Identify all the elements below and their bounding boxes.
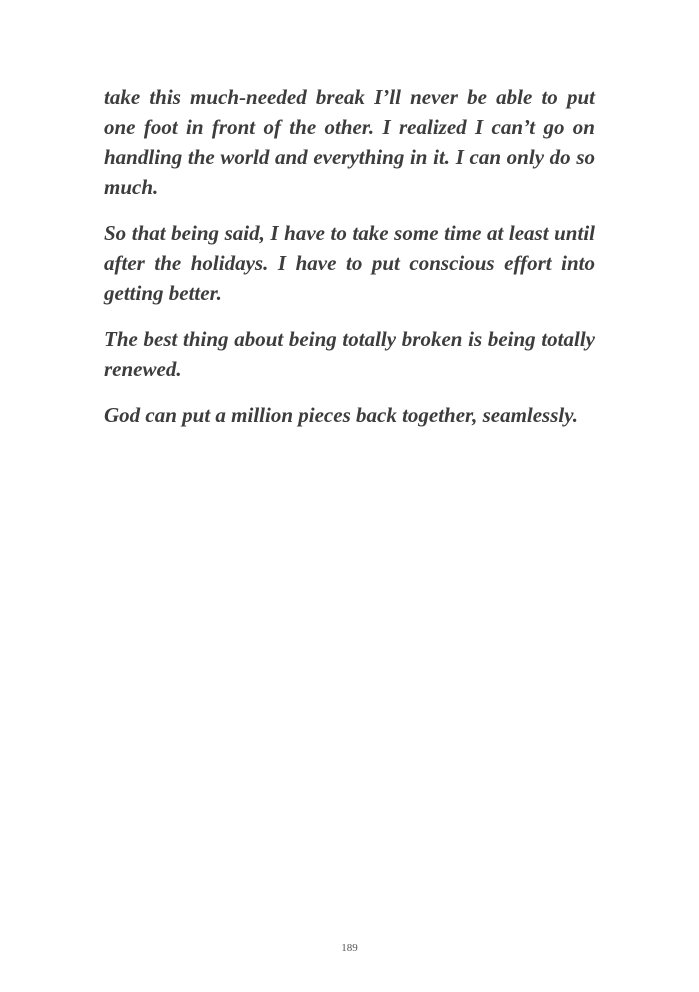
paragraph-3: The best thing about being totally broken is being totally renewed. bbox=[104, 327, 595, 381]
body-text bbox=[104, 82, 595, 446]
paragraph-4: God can put a million pieces back together, seamlessly. bbox=[104, 403, 579, 427]
paragraph-1: take this much-needed break I’ll never be able to put one foot in front of the other. I realized I can’t go on handling the world and everything in it. I can only do so much. bbox=[104, 85, 595, 199]
paragraph-2: So that being said, I have to take some time at least until after the holidays. I have to put conscious effort into getting better. bbox=[104, 221, 595, 305]
page-number: 189 bbox=[341, 942, 358, 954]
